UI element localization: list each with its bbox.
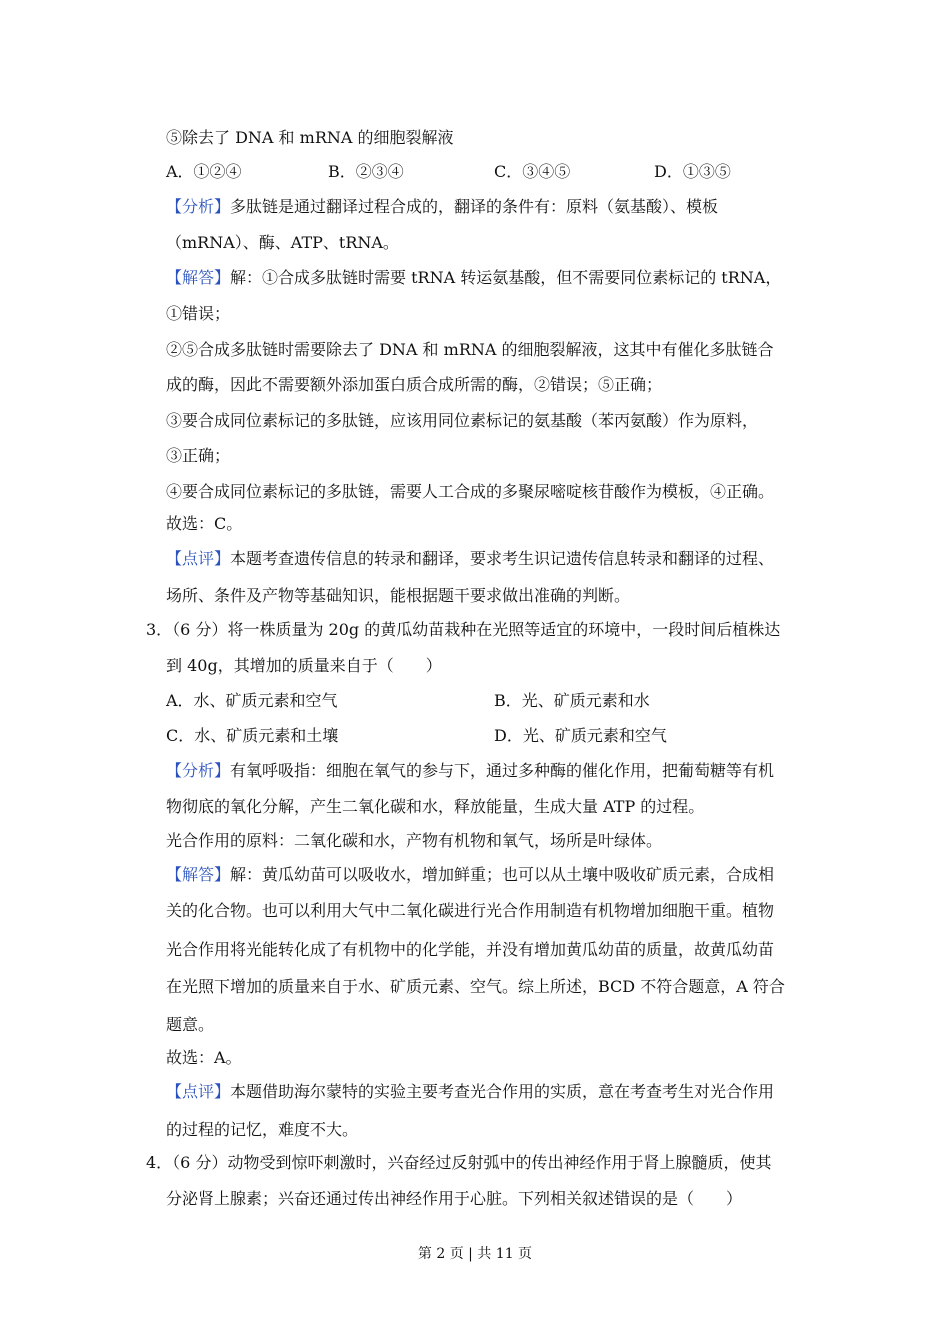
q2-answer-line: 故选：C。 <box>166 514 243 533</box>
comment-tag: 【点评】 <box>166 549 231 568</box>
q2-answer-line: 成的酶，因此不需要额外添加蛋白质合成所需的酶，②错误；⑤正确； <box>166 375 663 394</box>
analysis-tag: 【分析】 <box>166 197 231 216</box>
q2-answer-line: 【解答】解：①合成多肽链时需要 tRNA 转运氨基酸，但不需要同位素标记的 tRNA， <box>166 268 782 287</box>
q2-answer-line: ②⑤合成多肽链时需要除去了 DNA 和 mRNA 的细胞裂解液，这其中有催化多肽链合 <box>166 340 774 359</box>
page-footer: 第 2 页 | 共 11 页 <box>417 1246 533 1262</box>
q3-stem-line: 3．（6 分）将一株质量为 20g 的黄瓜幼苗栽种在光照等适宜的环境中，一段时间后植株达 <box>146 620 781 639</box>
q3-comment-line: 【点评】本题借助海尔蒙特的实验主要考查光合作用的实质，意在考查考生对光合作用 <box>166 1082 775 1101</box>
q3-comment-line: 的过程的记忆，难度不大。 <box>166 1120 359 1139</box>
q2-answer-line: ③正确； <box>166 446 231 465</box>
q3-answer-line: 故选：A。 <box>166 1048 242 1067</box>
q3-answer-line: 在光照下增加的质量来自于水、矿质元素、空气。综上所述，BCD 不符合题意，A 符合 <box>166 977 785 996</box>
q3-answer-line: 【解答】解：黄瓜幼苗可以吸收水，增加鲜重；也可以从土壤中吸收矿质元素，合成相 <box>166 865 775 884</box>
q2-option-b: B．②③④ <box>328 162 404 181</box>
q3-stem-line: 到 40g，其增加的质量来自于（ ） <box>166 656 442 675</box>
q4-stem-line: 分泌肾上腺素；兴奋还通过传出神经作用于心脏。下列相关叙述错误的是（ ） <box>166 1189 743 1208</box>
q3-answer-line: 题意。 <box>166 1015 215 1034</box>
q3-option-a: A．水、矿质元素和空气 <box>166 691 338 710</box>
q2-answer-line: ④要合成同位素标记的多肽链，需要人工合成的多聚尿嘧啶核苷酸作为模板，④正确。 <box>166 482 775 501</box>
q2-answer-line: ①错误； <box>166 304 231 323</box>
q3-answer-line: 关的化合物。也可以利用大气中二氧化碳进行光合作用制造有机物增加细胞干重。植物 <box>166 901 775 920</box>
q3-option-d: D．光、矿质元素和空气 <box>494 726 667 745</box>
q2-analysis-line: 【分析】多肽链是通过翻译过程合成的，翻译的条件有：原料（氨基酸）、模板 <box>166 197 719 216</box>
q3-analysis-line: 光合作用的原料：二氧化碳和水，产物有机物和氧气，场所是叶绿体。 <box>166 831 663 850</box>
answer-tag: 【解答】 <box>166 865 231 884</box>
q2-comment-line: 【点评】本题考查遗传信息的转录和翻译，要求考生识记遗传信息转录和翻译的过程、 <box>166 549 775 568</box>
q3-option-b: B．光、矿质元素和水 <box>494 691 650 710</box>
q4-stem-line: 4．（6 分）动物受到惊吓刺激时，兴奋经过反射弧中的传出神经作用于肾上腺髓质，使其 <box>146 1153 772 1172</box>
q2-option-a: A．①②④ <box>166 162 242 181</box>
q3-answer-line: 光合作用将光能转化成了有机物中的化学能，并没有增加黄瓜幼苗的质量，故黄瓜幼苗 <box>166 940 775 959</box>
answer-tag: 【解答】 <box>166 268 231 287</box>
analysis-tag: 【分析】 <box>166 761 231 780</box>
q2-option-c: C．③④⑤ <box>494 162 571 181</box>
q2-item-5: ⑤除去了 DNA 和 mRNA 的细胞裂解液 <box>166 128 454 147</box>
q2-analysis-line: （mRNA）、酶、ATP、tRNA。 <box>166 233 399 252</box>
q2-answer-line: ③要合成同位素标记的多肽链，应该用同位素标记的氨基酸（苯丙氨酸）作为原料， <box>166 411 759 430</box>
q3-analysis-line: 物彻底的氧化分解，产生二氧化碳和水，释放能量，生成大量 ATP 的过程。 <box>166 797 705 816</box>
q3-option-c: C．水、矿质元素和土壤 <box>166 726 339 745</box>
q2-option-d: D．①③⑤ <box>654 162 731 181</box>
q3-analysis-line: 【分析】有氧呼吸指：细胞在氧气的参与下，通过多种酶的催化作用，把葡萄糖等有机 <box>166 761 775 780</box>
q2-comment-line: 场所、条件及产物等基础知识，能根据题干要求做出准确的判断。 <box>166 586 631 605</box>
comment-tag: 【点评】 <box>166 1082 231 1101</box>
